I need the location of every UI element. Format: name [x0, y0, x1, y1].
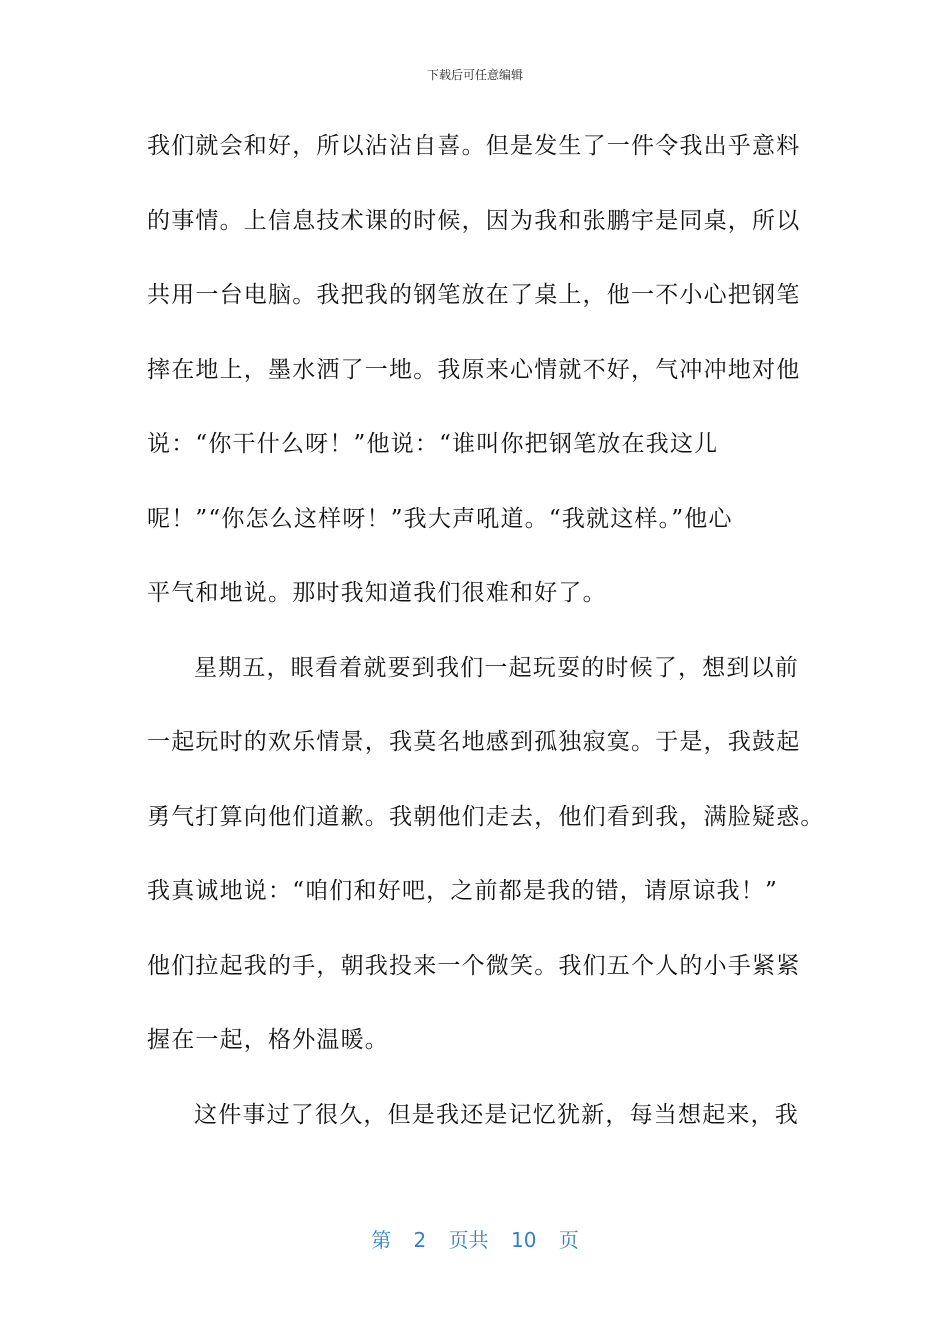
footer-prefix: 第: [371, 1228, 392, 1252]
footer-suffix: 页: [558, 1228, 579, 1252]
text-line: 共用一台电脑。我把我的钢笔放在了桌上，他一不小心把钢笔: [147, 282, 801, 308]
text-line: 我真诚地说：“咱们和好吧，之前都是我的错，请原谅我！”: [147, 878, 778, 904]
text-line: 一起玩时的欢乐情景，我莫名地感到孤独寂寞。于是，我鼓起: [147, 729, 801, 755]
document-body: [147, 124, 825, 1167]
text-line: 他们拉起我的手，朝我投来一个微笑。我们五个人的小手紧紧: [147, 952, 801, 979]
text-line: 说：“你干什么呀！”他说：“谁叫你把钢笔放在我这儿: [147, 431, 719, 457]
footer-total-pages: 10: [511, 1228, 537, 1252]
text-line: 平气和地说。那时我知道我们很难和好了。: [147, 580, 607, 606]
page-header: 下载后可任意编辑: [426, 68, 523, 82]
page-footer: [0, 1224, 950, 1253]
paragraph-start-line: 这件事过了很久，但是我还是记忆犹新，每当想起来，我: [194, 1101, 799, 1128]
text-line: 勇气打算向他们道歉。我朝他们走去，他们看到我，满脸疑惑。: [147, 803, 825, 830]
text-line: 的事情。上信息技术课的时候，因为我和张鹏宇是同桌，所以: [147, 207, 801, 234]
text-line: 我们就会和好，所以沾沾自喜。但是发生了一件令我出乎意料: [147, 133, 801, 159]
text-line: 摔在地上，墨水洒了一地。我原来心情就不好，气冲冲地对他: [147, 356, 801, 383]
footer-current-page: 2: [413, 1228, 427, 1252]
footer-middle: 页共: [448, 1228, 489, 1252]
paragraph-start-line: 星期五，眼看着就要到我们一起玩耍的时候了，想到以前: [194, 654, 799, 681]
text-line: 呢！”“你怎么这样呀！”我大声吼道。“我就这样。”他心: [147, 505, 733, 532]
text-line: 握在一起，格外温暖。: [147, 1027, 389, 1053]
